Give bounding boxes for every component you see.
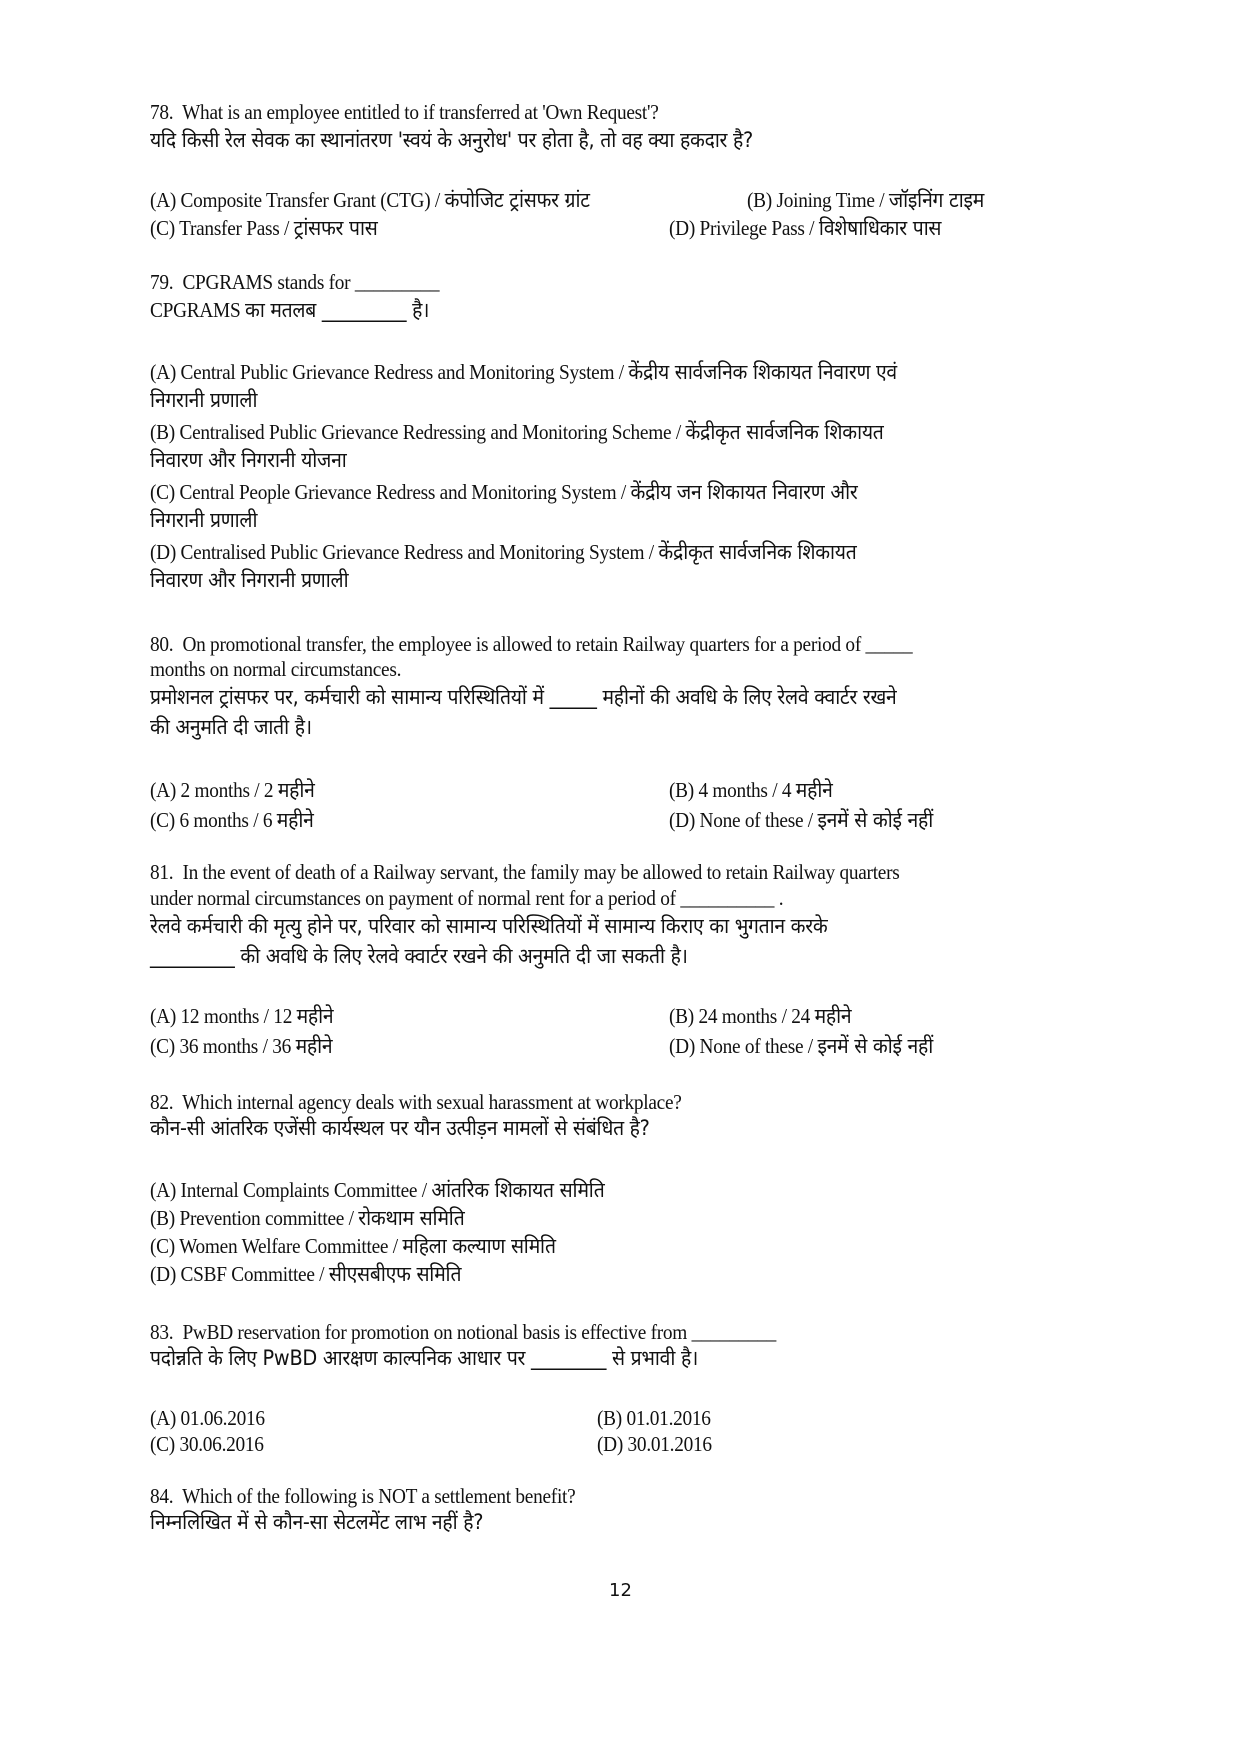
question-84-hi: निम्नलिखित में से कौन-सा सेटलमेंट लाभ नहीं है?	[150, 1510, 484, 1534]
option-79-a[interactable]: (A) Central Public Grievance Redress and Monitoring System / केंद्रीय सार्वजनिक शिकायत निवारण एवं	[150, 360, 897, 384]
option-79-a-cont: निगरानी प्रणाली	[150, 388, 258, 412]
question-80-hi: प्रमोशनल ट्रांसफर पर, कर्मचारी को सामान्य परिस्थितियों में _____ महीनों की अवधि के लिए रेलवे क्वार्टर रखने	[150, 685, 897, 709]
option-82-c[interactable]: (C) Women Welfare Committee / महिला कल्याण समिति	[150, 1234, 556, 1258]
option-78-b[interactable]: (B) Joining Time / जॉइनिंग टाइम	[747, 188, 984, 212]
question-78-hi: यदि किसी रेल सेवक का स्थानांतरण 'स्वयं के अनुरोध' पर होता है, तो वह क्या हकदार है?	[150, 128, 754, 152]
option-81-a[interactable]: (A) 12 months / 12 महीने	[150, 1004, 334, 1028]
option-78-a[interactable]: (A) Composite Transfer Grant (CTG) / कंपोजिट ट्रांसफर ग्रांट	[150, 188, 590, 212]
question-84-en: 84. Which of the following is NOT a settlement benefit?	[150, 1484, 576, 1508]
question-78-en: 78. What is an employee entitled to if transferred at 'Own Request'?	[150, 100, 659, 124]
question-80-hi-cont: की अनुमति दी जाती है।	[150, 715, 312, 739]
option-81-c[interactable]: (C) 36 months / 36 महीने	[150, 1034, 333, 1058]
option-78-d[interactable]: (D) Privilege Pass / विशेषाधिकार पास	[669, 216, 942, 240]
question-81-hi-cont: _________ की अवधि के लिए रेलवे क्वार्टर रखने की अनुमति दी जा सकती है।	[150, 944, 688, 968]
page-number: 12	[609, 1580, 632, 1601]
question-82-en: 82. Which internal agency deals with sexual harassment at workplace?	[150, 1090, 682, 1114]
option-83-b[interactable]: (B) 01.01.2016	[597, 1406, 711, 1430]
question-80-en: 80. On promotional transfer, the employee is allowed to retain Railway quarters for a period of _____	[150, 632, 913, 656]
option-81-b[interactable]: (B) 24 months / 24 महीने	[669, 1004, 852, 1028]
option-80-a[interactable]: (A) 2 months / 2 महीने	[150, 778, 315, 802]
option-79-d[interactable]: (D) Centralised Public Grievance Redress and Monitoring System / केंद्रीकृत सार्वजनिक शिकायत	[150, 540, 857, 564]
question-81-en-cont: under normal circumstances on payment of normal rent for a period of __________ .	[150, 886, 784, 910]
option-80-b[interactable]: (B) 4 months / 4 महीने	[669, 778, 833, 802]
option-83-a[interactable]: (A) 01.06.2016	[150, 1406, 265, 1430]
option-79-b[interactable]: (B) Centralised Public Grievance Redressing and Monitoring Scheme / केंद्रीकृत सार्वजनिक शिकायत	[150, 420, 884, 444]
option-80-d[interactable]: (D) None of these / इनमें से कोई नहीं	[669, 808, 933, 832]
option-83-c[interactable]: (C) 30.06.2016	[150, 1432, 264, 1456]
question-79-en: 79. CPGRAMS stands for _________	[150, 270, 440, 294]
option-79-b-cont: निवारण और निगरानी योजना	[150, 448, 347, 472]
option-78-c[interactable]: (C) Transfer Pass / ट्रांसफर पास	[150, 216, 378, 240]
question-82-hi: कौन-सी आंतरिक एजेंसी कार्यस्थल पर यौन उत्पीड़न मामलों से संबंधित है?	[150, 1116, 650, 1140]
question-83-en: 83. PwBD reservation for promotion on notional basis is effective from _________	[150, 1320, 777, 1344]
option-80-c[interactable]: (C) 6 months / 6 महीने	[150, 808, 314, 832]
option-82-d[interactable]: (D) CSBF Committee / सीएसबीएफ समिति	[150, 1262, 462, 1286]
question-79-hi: CPGRAMS का मतलब _________ है।	[150, 298, 430, 322]
question-80-en-cont: months on normal circumstances.	[150, 657, 402, 681]
option-79-c[interactable]: (C) Central People Grievance Redress and Monitoring System / केंद्रीय जन शिकायत निवारण और	[150, 480, 858, 504]
option-81-d[interactable]: (D) None of these / इनमें से कोई नहीं	[669, 1034, 933, 1058]
option-79-c-cont: निगरानी प्रणाली	[150, 508, 258, 532]
option-79-d-cont: निवारण और निगरानी प्रणाली	[150, 568, 349, 592]
option-82-b[interactable]: (B) Prevention committee / रोकथाम समिति	[150, 1206, 465, 1230]
question-83-hi: पदोन्नति के लिए PwBD आरक्षण काल्पनिक आधार पर ________ से प्रभावी है।	[150, 1346, 699, 1370]
question-81-en: 81. In the event of death of a Railway servant, the family may be allowed to retain Railway quarters	[150, 860, 900, 884]
question-81-hi: रेलवे कर्मचारी की मृत्यु होने पर, परिवार को सामान्य परिस्थितियों में सामान्य किराए का भुगतान करके	[150, 914, 828, 938]
option-82-a[interactable]: (A) Internal Complaints Committee / आंतरिक शिकायत समिति	[150, 1178, 605, 1202]
option-83-d[interactable]: (D) 30.01.2016	[597, 1432, 712, 1456]
